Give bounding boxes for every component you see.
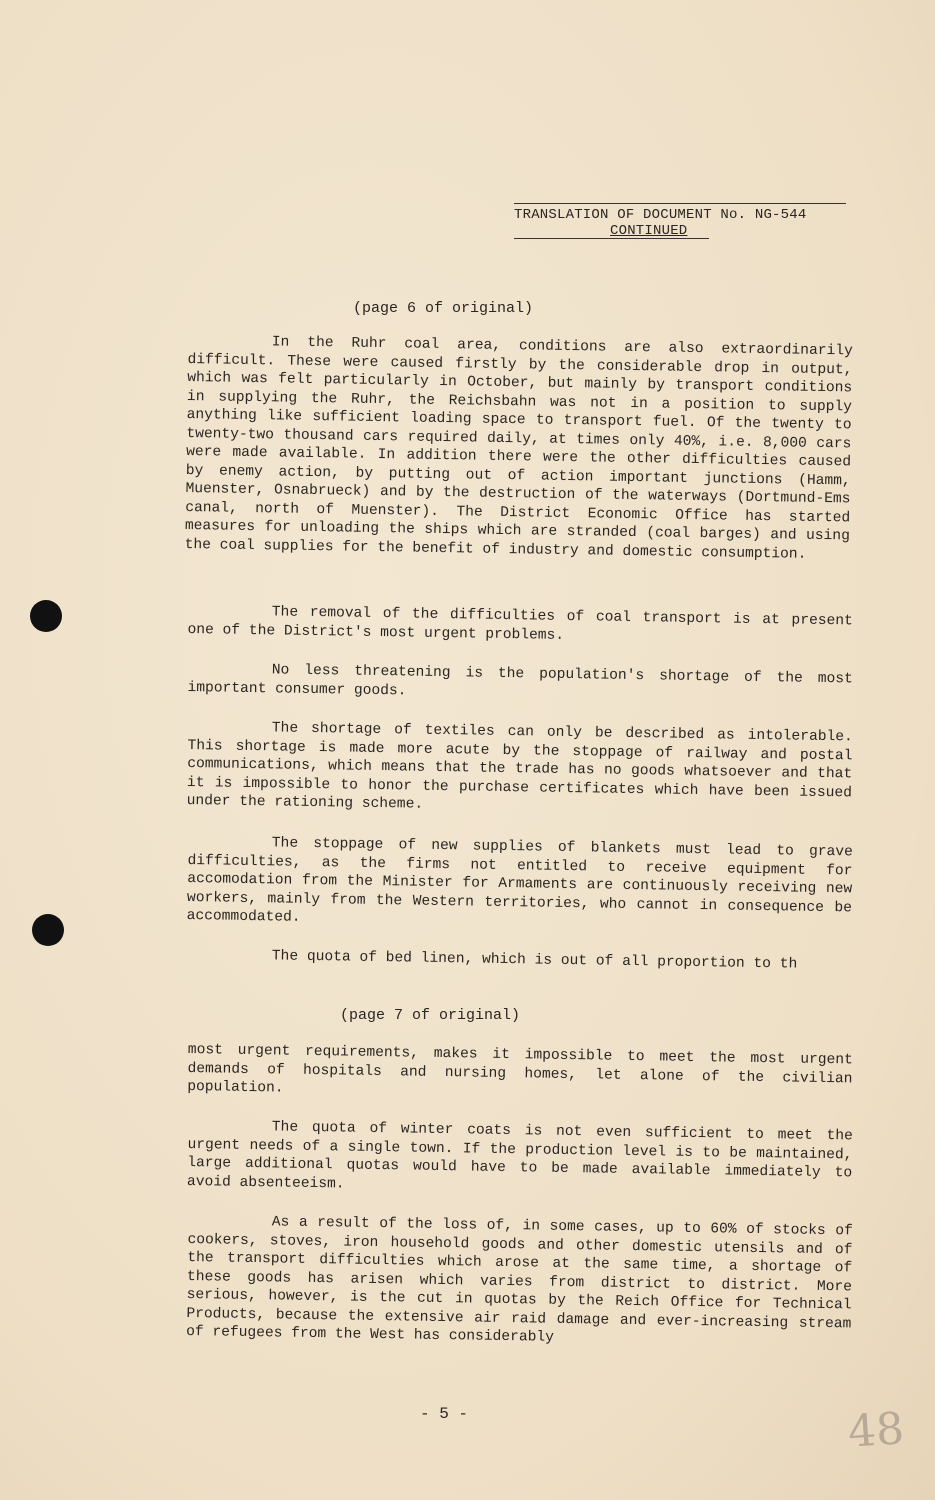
paragraph-bed-linen: The quota of bed linen, which is out of all proportion to th xyxy=(271,948,798,973)
punch-hole-bottom xyxy=(32,914,64,946)
page-number: - 5 - xyxy=(420,1405,469,1423)
paragraph-winter-coats: The quota of winter coats is not even sufficient to meet the urgent needs of a single town. If the production level is to be maintained, large additional quotas would have to be made available immediately to avoid absenteeism. xyxy=(186,1119,853,1192)
document-header xyxy=(514,203,846,239)
header-top-rule xyxy=(514,203,846,204)
paragraph-ruhr-coal: In the Ruhr coal area, conditions are also extraordinarily difficult. These were caused firstly by the considerable drop in output, which was felt particularly in October, but mainly by transport conditions in supplying the Ruhr, the Reichsbahn was not in a position to supply anything like sufficient loading space to transport fuel. Of the twenty to twenty-two thousand cars required daily, at times only 40%, i.e. 8,000 cars were made available. In addition there were the other difficulties caused by enemy action, by putting out of action important junctions (Hamm, Muenster, Osnabrueck) and by the destruction of the waterways (Dortmund-Ems canal, north of Muenster). The District Economic Office has started measures for unloading the ships which are stranded (coal barges) and using the coal supplies for the benefit of industry and domestic consumption. xyxy=(184,334,853,563)
page-marker-6: (page 6 of original) xyxy=(353,300,534,317)
paragraph-blankets: The stoppage of new supplies of blankets must lead to grave difficulties, as the firms not entitled to receive equipment for accomodation from the Minister for Armaments are continuously receiving new workers, mainly from the Western territories, who cannot in consequence be accommodated. xyxy=(186,835,853,926)
paragraph-coal-transport: The removal of the difficulties of coal transport is at present one of the District's most urgent problems. xyxy=(187,604,853,644)
paragraph-consumer-goods: No less threatening is the population's shortage of the most important consumer goods. xyxy=(187,662,853,699)
handwritten-page-number: 48 xyxy=(846,1403,906,1458)
paragraph-household-goods: As a result of the loss of, in some cases, up to 60% of stocks of cookers, stoves, iron household goods and other domestic utensils and of the transport difficulties which arose at the same time, a shortage of these goods has arisen which varies from district to district. More serious, however, is the cut in quotas by the Reich Office for Technical Products, because the extensive air raid damage and ever-increasing stream of refugees from the West has considerably xyxy=(185,1214,853,1346)
header-continued: CONTINUED xyxy=(610,223,688,239)
header-title: TRANSLATION OF DOCUMENT No. NG-544 xyxy=(514,207,807,223)
paragraph-textiles: The shortage of textiles can only be described as intolerable. This shortage is made more acute by the stoppage of railway and postal communications, which means that the trade has no goods whatsoever and that it is impossible to honor the purchase certificates which have been issued under the rationing scheme. xyxy=(186,720,853,813)
page-marker-7: (page 7 of original) xyxy=(340,1007,521,1024)
paragraph-urgent-requirements: most urgent requirements, makes it impossible to meet the most urgent demands of hospitals and nursing homes, let alone of the civilian population. xyxy=(187,1041,853,1097)
punch-hole-top xyxy=(30,600,62,632)
